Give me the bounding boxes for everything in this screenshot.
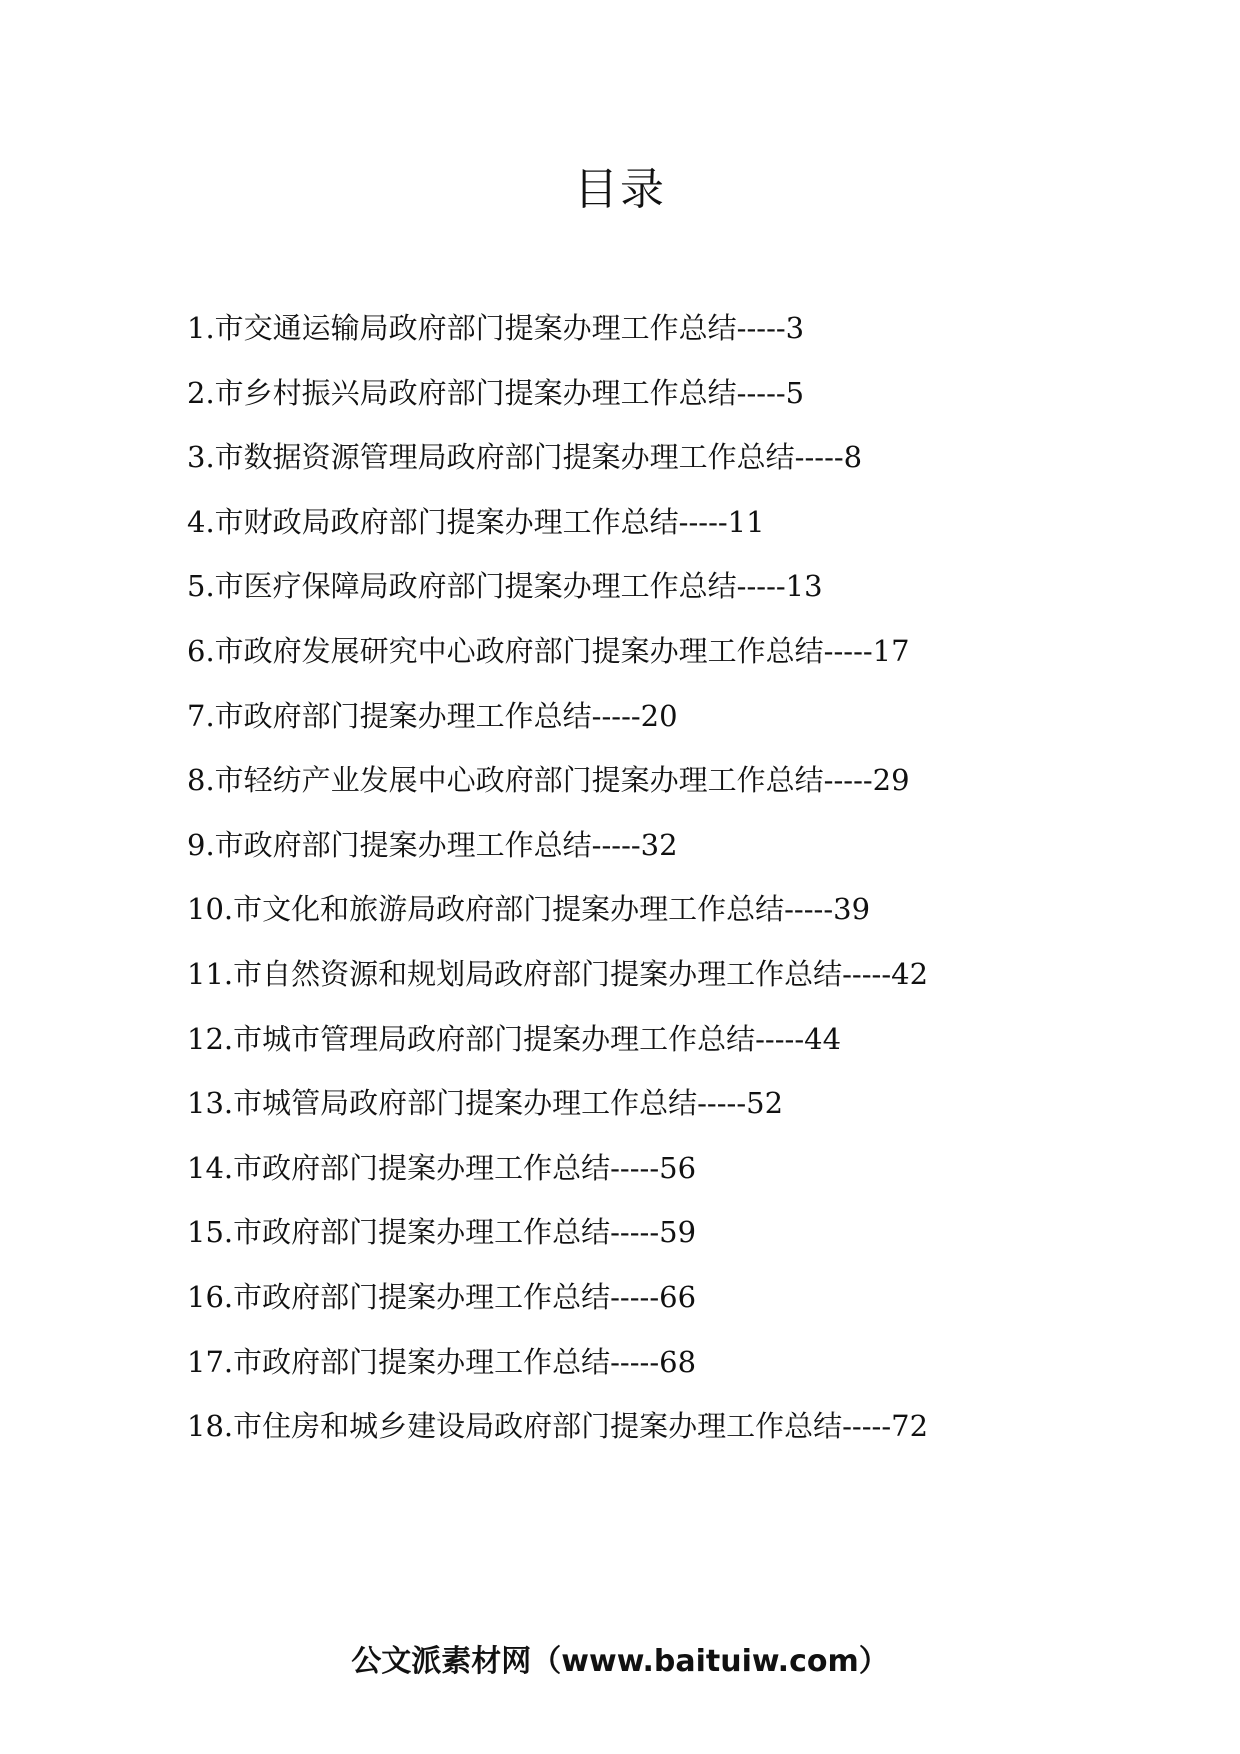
toc-entry-15[interactable]: 15.市政府部门提案办理工作总结-----59 <box>187 1215 697 1250</box>
footer-source: 公文派素材网（www.baituiw.com） <box>351 1644 889 1679</box>
toc-entry-5[interactable]: 5.市医疗保障局政府部门提案办理工作总结-----13 <box>187 569 823 604</box>
toc-entry-3[interactable]: 3.市数据资源管理局政府部门提案办理工作总结-----8 <box>187 440 863 475</box>
toc-entry-17[interactable]: 17.市政府部门提案办理工作总结-----68 <box>187 1344 697 1379</box>
toc-entry-8[interactable]: 8.市轻纺产业发展中心政府部门提案办理工作总结-----29 <box>187 763 910 798</box>
toc-entry-10[interactable]: 10.市文化和旅游局政府部门提案办理工作总结-----39 <box>187 892 871 927</box>
toc-entry-12[interactable]: 12.市城市管理局政府部门提案办理工作总结-----44 <box>187 1021 842 1056</box>
toc-entry-7[interactable]: 7.市政府部门提案办理工作总结-----20 <box>187 698 678 733</box>
toc-entry-16[interactable]: 16.市政府部门提案办理工作总结-----66 <box>187 1279 697 1314</box>
toc-entry-9[interactable]: 9.市政府部门提案办理工作总结-----32 <box>187 827 678 862</box>
table-of-contents <box>187 296 1057 1459</box>
toc-entry-14[interactable]: 14.市政府部门提案办理工作总结-----56 <box>187 1150 697 1185</box>
toc-entry-6[interactable]: 6.市政府发展研究中心政府部门提案办理工作总结-----17 <box>187 633 910 668</box>
toc-entry-2[interactable]: 2.市乡村振兴局政府部门提案办理工作总结-----5 <box>187 375 805 410</box>
toc-entry-11[interactable]: 11.市自然资源和规划局政府部门提案办理工作总结-----42 <box>187 956 929 991</box>
toc-entry-18[interactable]: 18.市住房和城乡建设局政府部门提案办理工作总结-----72 <box>187 1409 929 1444</box>
toc-entry-1[interactable]: 1.市交通运输局政府部门提案办理工作总结-----3 <box>187 311 805 345</box>
toc-entry-13[interactable]: 13.市城管局政府部门提案办理工作总结-----52 <box>187 1086 784 1121</box>
page-title: 目录 <box>574 164 666 215</box>
toc-entry-4[interactable]: 4.市财政局政府部门提案办理工作总结-----11 <box>187 504 765 539</box>
